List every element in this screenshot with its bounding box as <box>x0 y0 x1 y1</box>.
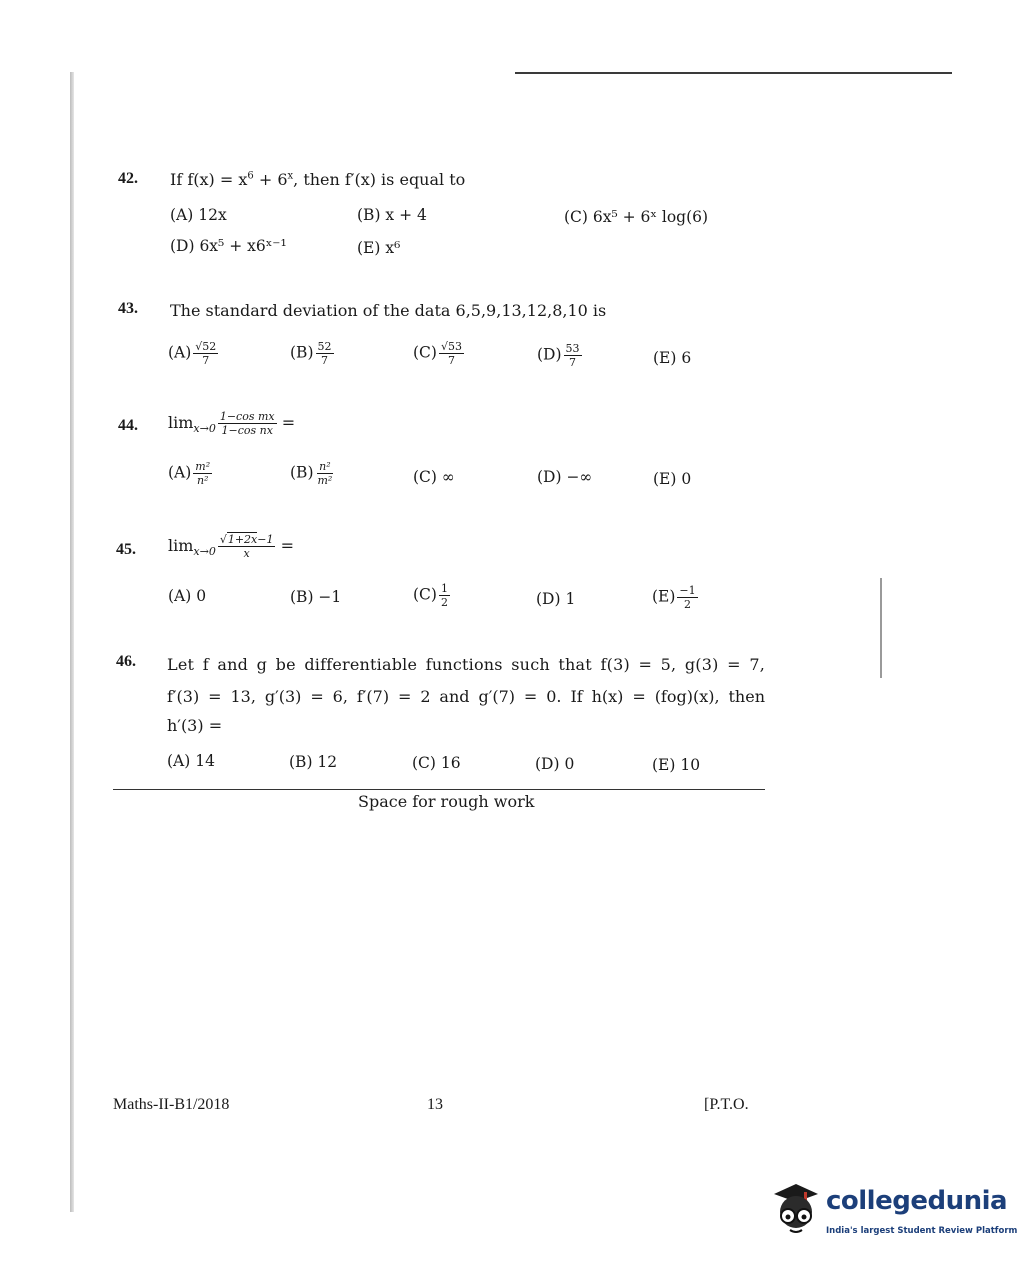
option-d: (D) 1 <box>536 590 576 608</box>
fraction: $\frac{52}{7}$ <box>317 340 332 367</box>
option-e: (E) 10 <box>652 756 701 774</box>
option-d: (D) 6x⁵ + x6ˣ⁻¹ <box>170 237 287 255</box>
option-a: (A) $\frac{√52}{7}$ <box>168 340 217 367</box>
option-b: (B) x + 4 <box>357 206 427 224</box>
option-b: (B) 12 <box>289 753 338 771</box>
footer-pto: [P.T.O. <box>704 1096 749 1113</box>
footer-page-number: 13 <box>427 1096 443 1113</box>
question-line-1: Let f and g be differentiable functions such that f(3) = 5, g(3) = 7, <box>167 655 765 674</box>
rough-work-label: Space for rough work <box>358 792 535 811</box>
option-e: (E) 6 <box>653 349 692 367</box>
option-d: (D) 0 <box>535 755 575 773</box>
fraction: $\frac{√52}{7}$ <box>195 340 217 367</box>
option-a: (A) 12x <box>170 206 227 224</box>
option-e: (E) 0 <box>653 470 692 488</box>
option-c: (C) 16 <box>412 754 461 772</box>
option-b: (B) $\frac{\text{n²}}{\text{m²}}$ <box>290 460 333 487</box>
scan-edge-top <box>515 72 952 74</box>
divider-line <box>113 789 765 790</box>
option-d: (D) $\frac{53}{7}$ <box>537 342 580 369</box>
scan-edge-right <box>880 578 882 678</box>
brand-name: collegedunia <box>826 1186 1008 1216</box>
question-number: 43. <box>118 300 138 317</box>
fraction: $\frac{1}{2}$ <box>440 582 448 609</box>
mascot-icon <box>768 1180 824 1244</box>
brand-tagline: India's largest Student Review Platform <box>826 1226 1018 1236</box>
option-a: (A) 14 <box>167 752 215 770</box>
fraction: $\frac{\text{m²}}{\text{n²}}$ <box>195 460 211 487</box>
fraction: $\frac{\text{n²}}{\text{m²}}$ <box>317 460 333 487</box>
question-stem: The standard deviation of the data 6,5,9,13,12,8,10 is <box>170 301 607 320</box>
option-a: (A) $\frac{\text{m²}}{\text{n²}}$ <box>168 460 211 487</box>
question-number: 45. <box>116 541 136 558</box>
option-e: (E) x⁶ <box>357 239 401 257</box>
option-c: (C) ∞ <box>413 468 455 486</box>
option-c: (C) 6x⁵ + 6ˣ log(6) <box>564 208 709 226</box>
question-line-3: h′(3) = <box>167 716 223 735</box>
limit-expression: $\lim_{x\to 0}$ $\frac{√1+2x-1}{x}$ = <box>168 533 294 560</box>
fraction: $\frac{\text{1−cos mx}}{\text{1−cos nx}}$ <box>219 410 275 437</box>
option-b: (B) −1 <box>290 588 342 606</box>
question-number: 42. <box>118 170 138 187</box>
question-line-2: f′(3) = 13, g′(3) = 6, f′(7) = 2 and g′(7) = 0. If h(x) = (fog)(x), then <box>167 687 765 706</box>
option-c: (C) $\frac{1}{2}$ <box>413 582 448 609</box>
limit-expression: $\lim_{x\to 0}$ $\frac{\text{1−cos mx}}{\text{1−cos nx}}$ = <box>168 410 296 437</box>
collegedunia-watermark <box>768 1180 1018 1250</box>
fraction: $\frac{53}{7}$ <box>565 342 580 369</box>
option-c: (C) $\frac{√53}{7}$ <box>413 340 462 367</box>
question-stem: If $f(x) = x^6 + 6^x$, then f′(x) is equal to <box>170 170 466 189</box>
scan-edge-left <box>70 72 74 1212</box>
footer-code: Maths-II-B1/2018 <box>113 1096 230 1113</box>
fraction: $\frac{-1}{2}$ <box>679 584 696 611</box>
option-d: (D) −∞ <box>537 468 593 486</box>
question-number: 44. <box>118 417 138 434</box>
fraction: $\frac{√1+2x-1}{x}$ <box>219 533 274 560</box>
option-e: (E) $\frac{-1}{2}$ <box>652 584 696 611</box>
fraction: $\frac{√53}{7}$ <box>440 340 462 367</box>
option-b: (B) $\frac{52}{7}$ <box>290 340 332 367</box>
question-number: 46. <box>116 653 136 670</box>
option-a: (A) 0 <box>168 587 207 605</box>
